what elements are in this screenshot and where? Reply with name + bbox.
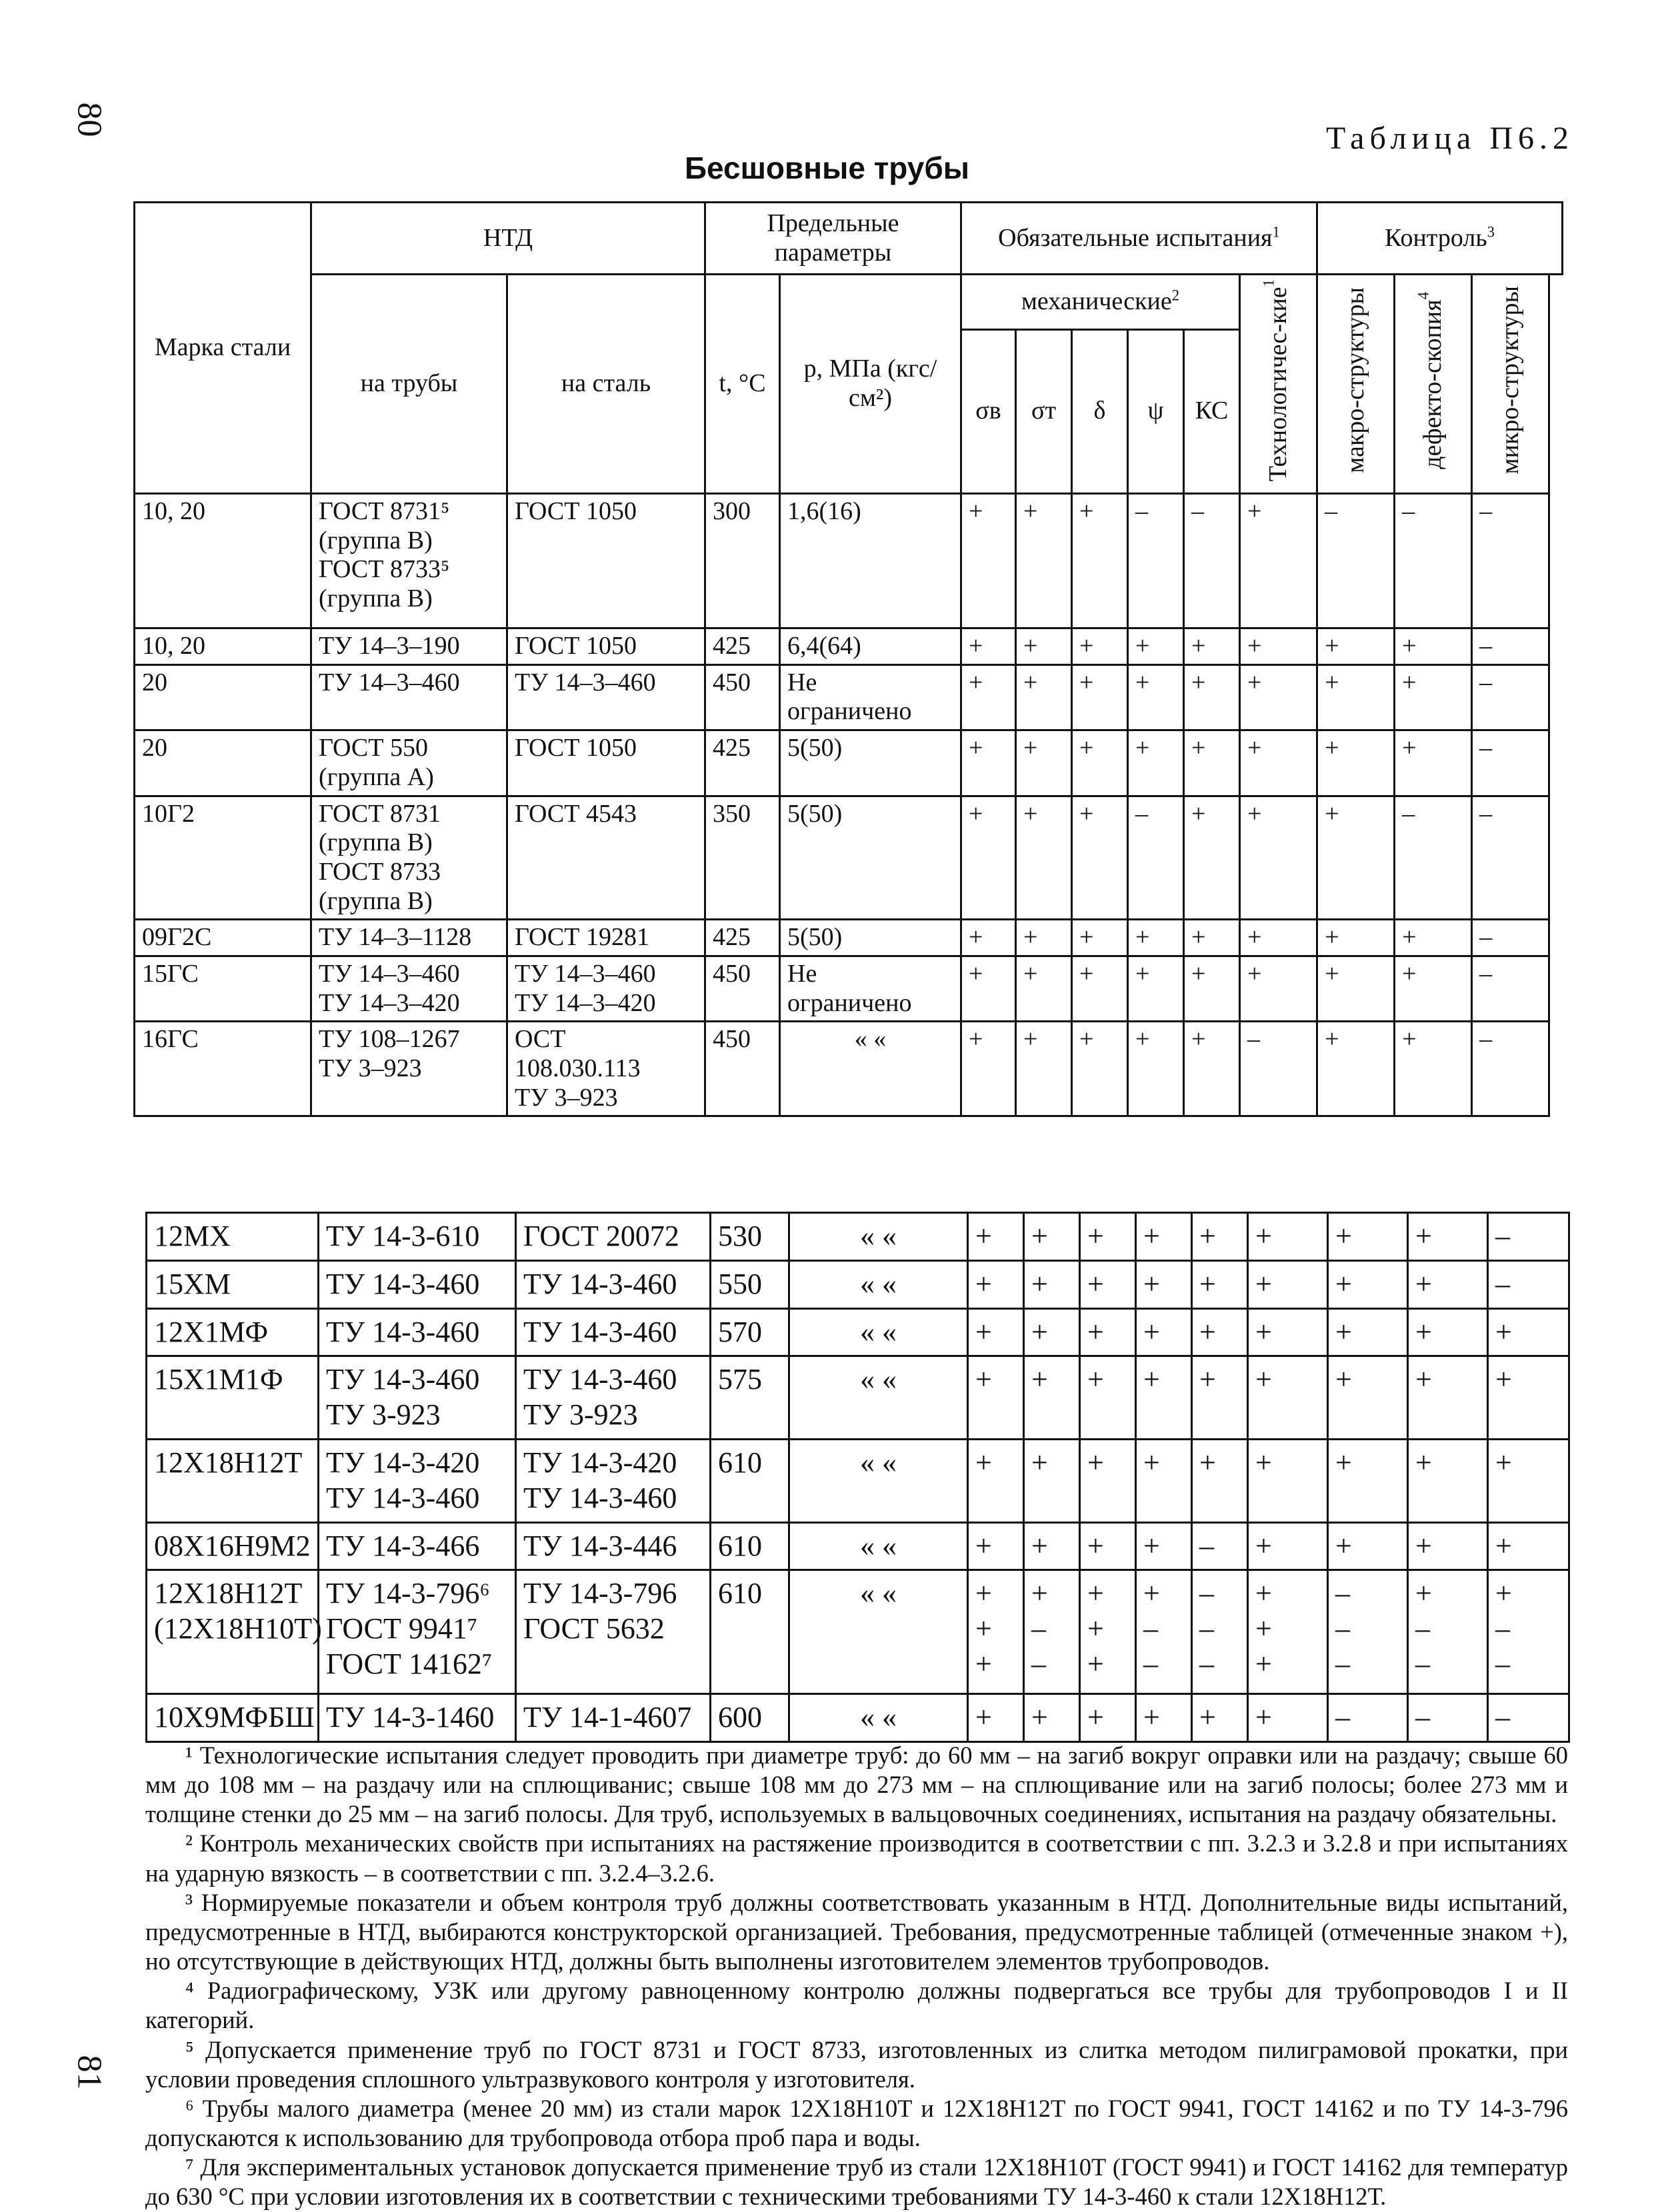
header-defectoscopy: дефекто-скопия$^4$: [1395, 275, 1472, 494]
cell-grade: 15Х1М1Ф: [147, 1356, 319, 1440]
cell-temperature: 600: [711, 1694, 789, 1742]
cell-test-mark: +: [1488, 1522, 1569, 1570]
cell-test-mark: +: [1184, 1022, 1240, 1116]
cell-test-mark: +: [968, 1694, 1024, 1742]
cell-ntd-pipes: ТУ 14-3-460: [319, 1308, 516, 1356]
cell-temperature: 575: [711, 1356, 789, 1440]
cell-test-mark: +: [1072, 664, 1128, 730]
header-macro: макро-структуры: [1317, 275, 1395, 494]
cell-ntd-pipes: ТУ 14-3-420 ТУ 14-3-460: [319, 1439, 516, 1522]
cell-test-mark: + – –: [1408, 1570, 1488, 1694]
cell-ntd-pipes: ТУ 14-3-1460: [319, 1694, 516, 1742]
cell-test-mark: +: [1136, 1356, 1192, 1440]
cell-ntd-steel: ТУ 14-3-460 ТУ 3-923: [516, 1356, 711, 1440]
seamless-pipes-table-bottom: [145, 1212, 1570, 1743]
cell-test-mark: +: [1024, 1694, 1080, 1742]
cell-test-mark: +: [1072, 796, 1128, 920]
cell-pressure: « «: [789, 1522, 968, 1570]
cell-test-mark: –: [1472, 796, 1549, 920]
cell-test-mark: +: [1024, 1522, 1080, 1570]
cell-test-mark: +: [1072, 730, 1128, 796]
cell-test-mark: +: [1240, 494, 1317, 628]
cell-test-mark: –: [1128, 494, 1184, 628]
cell-ntd-steel: ТУ 14-3-446: [516, 1522, 711, 1570]
header-for-steel: на сталь: [507, 275, 705, 494]
cell-test-mark: –: [1488, 1213, 1569, 1261]
cell-test-mark: –: [1488, 1694, 1569, 1742]
header-control: Контроль$^3$: [1317, 203, 1563, 275]
cell-grade: 10Х9МФБШ: [147, 1694, 319, 1742]
cell-test-mark: +: [1328, 1260, 1408, 1308]
header-mechanical: механические$^2$: [961, 275, 1240, 330]
table-label: Таблица П6.2: [1326, 121, 1574, 156]
table-row: [135, 494, 1563, 628]
header-temperature: t, °C: [705, 275, 780, 494]
cell-ntd-pipes: ТУ 14–3–190: [311, 628, 507, 665]
cell-test-mark: –: [1317, 494, 1395, 628]
cell-pressure: Не ограничено: [780, 956, 961, 1021]
cell-grade: 15ХМ: [147, 1260, 319, 1308]
table-row: [135, 664, 1563, 730]
cell-grade: 12Х1МФ: [147, 1308, 319, 1356]
cell-grade: 12Х18Н12Т (12Х18Н10Т): [147, 1570, 319, 1694]
cell-pressure: « «: [789, 1694, 968, 1742]
cell-temperature: 425: [705, 920, 780, 956]
cell-grade: 15ГС: [135, 956, 311, 1021]
cell-test-mark: +: [968, 1356, 1024, 1440]
cell-ntd-steel: ТУ 14–3–460 ТУ 14–3–420: [507, 956, 705, 1021]
cell-test-mark: +: [1080, 1213, 1136, 1261]
cell-temperature: 610: [711, 1522, 789, 1570]
header-mandatory-tests: Обязательные испытания$^1$: [961, 203, 1317, 275]
cell-test-mark: + + +: [1080, 1570, 1136, 1694]
cell-test-mark: –: [1472, 1022, 1549, 1116]
cell-test-mark: +: [961, 920, 1016, 956]
cell-pressure: 6,4(64): [780, 628, 961, 665]
footnote: ² Контроль механических свойств при испытаниях на растяжение производится в соответствии с пп. 3.2.3 и 3.2.8 и при испытаниях на ударную вязкость – в соответствии с пп. 3.2.4–3.2.6.: [145, 1829, 1568, 1887]
cell-test-mark: +: [1024, 1260, 1080, 1308]
cell-test-mark: –: [1395, 796, 1472, 920]
cell-test-mark: +: [968, 1439, 1024, 1522]
cell-test-mark: +: [1408, 1522, 1488, 1570]
cell-test-mark: +: [1016, 494, 1072, 628]
cell-temperature: 450: [705, 664, 780, 730]
cell-test-mark: +: [961, 1022, 1016, 1116]
cell-test-mark: +: [1136, 1308, 1192, 1356]
cell-ntd-steel: ТУ 14-1-4607: [516, 1694, 711, 1742]
cell-test-mark: +: [1024, 1213, 1080, 1261]
cell-pressure: 1,6(16): [780, 494, 961, 628]
cell-test-mark: –: [1184, 494, 1240, 628]
footnotes: [145, 1741, 1568, 2212]
cell-test-mark: +: [961, 956, 1016, 1021]
cell-test-mark: +: [1317, 1022, 1395, 1116]
cell-test-mark: –: [1472, 628, 1549, 665]
table-row: [147, 1570, 1569, 1694]
cell-pressure: « «: [789, 1260, 968, 1308]
table-row: [135, 1022, 1563, 1116]
header-sigma-b: σв: [961, 329, 1016, 493]
cell-test-mark: +: [1240, 920, 1317, 956]
cell-test-mark: +: [1192, 1260, 1248, 1308]
cell-pressure: 5(50): [780, 920, 961, 956]
cell-test-mark: +: [1024, 1308, 1080, 1356]
cell-test-mark: +: [1328, 1213, 1408, 1261]
cell-test-mark: –: [1408, 1694, 1488, 1742]
cell-test-mark: –: [1395, 494, 1472, 628]
cell-temperature: 550: [711, 1260, 789, 1308]
cell-pressure: « «: [789, 1570, 968, 1694]
cell-test-mark: +: [1080, 1260, 1136, 1308]
table-row: [147, 1522, 1569, 1570]
cell-temperature: 450: [705, 956, 780, 1021]
cell-test-mark: –: [1328, 1694, 1408, 1742]
cell-test-mark: +: [1136, 1439, 1192, 1522]
table-top-body: [135, 494, 1563, 1116]
footnote: ³ Нормируемые показатели и объем контроля труб должны соответствовать указанным в НТД. Дополнительные виды испытаний, предусмотренные в НТД, выбираются конструкторской организацией. Требования, предусмотренные таблицей (отмеченные знаком +), но отсутствующие в действующих НТД, должны быть выполнены изготовителем элементов трубопроводов.: [145, 1888, 1568, 1975]
cell-ntd-pipes: ТУ 14-3-466: [319, 1522, 516, 1570]
footnote: ⁴ Радиографическому, УЗК или другому равноценному контролю должны подвергаться все трубы для трубопроводов I и II категорий.: [145, 1977, 1568, 2034]
cell-test-mark: +: [1192, 1694, 1248, 1742]
page-number-bottom: 81: [70, 2055, 109, 2090]
cell-test-mark: +: [968, 1213, 1024, 1261]
cell-test-mark: +: [1248, 1694, 1328, 1742]
cell-test-mark: –: [1472, 920, 1549, 956]
cell-test-mark: +: [1024, 1356, 1080, 1440]
cell-grade: 09Г2С: [135, 920, 311, 956]
cell-test-mark: +: [1395, 956, 1472, 1021]
cell-test-mark: +: [1408, 1260, 1488, 1308]
cell-test-mark: +: [961, 730, 1016, 796]
cell-test-mark: +: [1328, 1308, 1408, 1356]
cell-pressure: « «: [789, 1439, 968, 1522]
table-row: [147, 1308, 1569, 1356]
cell-test-mark: +: [1240, 956, 1317, 1021]
cell-test-mark: +: [1024, 1439, 1080, 1522]
cell-ntd-pipes: ГОСТ 8731 (группа В) ГОСТ 8733 (группа В): [311, 796, 507, 920]
cell-ntd-steel: ГОСТ 1050: [507, 494, 705, 628]
cell-test-mark: +: [1240, 628, 1317, 665]
cell-test-mark: +: [1248, 1522, 1328, 1570]
cell-test-mark: +: [1128, 664, 1184, 730]
cell-test-mark: +: [1192, 1308, 1248, 1356]
cell-test-mark: +: [1408, 1213, 1488, 1261]
cell-test-mark: +: [1192, 1356, 1248, 1440]
cell-temperature: 450: [705, 1022, 780, 1116]
footnote: ¹ Технологические испытания следует проводить при диаметре труб: до 60 мм – на загиб вокруг оправки или на раздачу; свыше 60 мм до 108 мм – на раздачу или на сплющиванис; свыше 108 мм до 273 мм – на сплющивание или на загиб полосы; более 273 мм и толщине стенки до 25 мм – на загиб полосы. Для труб, используемых в вальцовочных соединениях, испытания на раздачу обязательны.: [145, 1741, 1568, 1828]
cell-test-mark: +: [1184, 956, 1240, 1021]
header-technological: Технологичес-кие$^1$: [1240, 275, 1317, 494]
cell-test-mark: +: [1136, 1213, 1192, 1261]
cell-grade: 10Г2: [135, 796, 311, 920]
cell-test-mark: +: [1488, 1308, 1569, 1356]
cell-test-mark: +: [1016, 956, 1072, 1021]
cell-test-mark: +: [1184, 664, 1240, 730]
cell-pressure: « «: [789, 1308, 968, 1356]
cell-ntd-pipes: ТУ 14-3-460: [319, 1260, 516, 1308]
table-row: [147, 1213, 1569, 1261]
cell-grade: 10, 20: [135, 628, 311, 665]
cell-test-mark: +: [968, 1308, 1024, 1356]
cell-test-mark: +: [1128, 628, 1184, 665]
cell-test-mark: + + +: [1248, 1570, 1328, 1694]
cell-test-mark: +: [1395, 730, 1472, 796]
cell-test-mark: +: [1317, 730, 1395, 796]
cell-temperature: 570: [711, 1308, 789, 1356]
page-number-top: 80: [70, 102, 109, 137]
cell-test-mark: +: [1184, 796, 1240, 920]
cell-ntd-pipes: ТУ 14-3-460 ТУ 3-923: [319, 1356, 516, 1440]
cell-test-mark: +: [1016, 1022, 1072, 1116]
cell-test-mark: +: [1080, 1522, 1136, 1570]
footnote: ⁶ Трубы малого диаметра (менее 20 мм) из стали марок 12Х18Н10Т и 12Х18Н12Т по ГОСТ 9941, ГОСТ 14162 и по ТУ 14-3-796 допускаются к использованию для трубопровода отбора проб пара и воды.: [145, 2094, 1568, 2152]
cell-test-mark: +: [1184, 730, 1240, 796]
cell-grade: 08Х16Н9М2: [147, 1522, 319, 1570]
cell-test-mark: +: [968, 1260, 1024, 1308]
cell-temperature: 425: [705, 628, 780, 665]
table-row: [135, 796, 1563, 920]
cell-ntd-pipes: ТУ 14-3-796⁶ ГОСТ 9941⁷ ГОСТ 14162⁷: [319, 1570, 516, 1694]
cell-test-mark: +: [1395, 1022, 1472, 1116]
cell-test-mark: +: [1072, 628, 1128, 665]
cell-test-mark: +: [1072, 920, 1128, 956]
header-sigma-t: σт: [1016, 329, 1072, 493]
cell-test-mark: +: [1016, 730, 1072, 796]
table-row: [135, 628, 1563, 665]
cell-test-mark: –: [1192, 1522, 1248, 1570]
cell-test-mark: –: [1240, 1022, 1317, 1116]
cell-test-mark: +: [1317, 796, 1395, 920]
cell-test-mark: +: [1240, 796, 1317, 920]
cell-test-mark: +: [961, 796, 1016, 920]
table-title: Бесшовные трубы: [684, 151, 970, 185]
cell-ntd-steel: ГОСТ 20072: [516, 1213, 711, 1261]
cell-test-mark: +: [1136, 1694, 1192, 1742]
cell-test-mark: +: [1248, 1260, 1328, 1308]
cell-test-mark: + + +: [968, 1570, 1024, 1694]
cell-test-mark: +: [1248, 1213, 1328, 1261]
header-micro: микро-структуры: [1472, 275, 1549, 494]
cell-test-mark: +: [1317, 628, 1395, 665]
cell-test-mark: +: [1128, 1022, 1184, 1116]
cell-grade: 12МХ: [147, 1213, 319, 1261]
footnote: ⁷ Для экспериментальных установок допускается применение труб из стали 12Х18Н10Т (ГОСТ 9941) и ГОСТ 14162 для температур до 630 °С при условии изготовления их в соответствии с техническими требованиями ТУ 14-3-460 к стали 12Х18Н12Т.: [145, 2153, 1568, 2211]
cell-test-mark: +: [1016, 628, 1072, 665]
cell-temperature: 610: [711, 1570, 789, 1694]
cell-ntd-steel: ГОСТ 4543: [507, 796, 705, 920]
cell-temperature: 300: [705, 494, 780, 628]
cell-pressure: « «: [789, 1213, 968, 1261]
cell-test-mark: +: [1408, 1308, 1488, 1356]
cell-test-mark: +: [1072, 494, 1128, 628]
cell-ntd-pipes: ГОСТ 8731⁵ (группа В) ГОСТ 8733⁵ (группа В): [311, 494, 507, 628]
header-limits: Предельные параметры: [705, 203, 961, 275]
cell-pressure: 5(50): [780, 796, 961, 920]
cell-ntd-pipes: ТУ 14–3–460 ТУ 14–3–420: [311, 956, 507, 1021]
cell-ntd-steel: ГОСТ 1050: [507, 730, 705, 796]
table-row: [135, 730, 1563, 796]
header-for-pipes: на трубы: [311, 275, 507, 494]
header-delta: δ: [1072, 329, 1128, 493]
cell-test-mark: +: [1072, 956, 1128, 1021]
header-pressure: p, МПа (кгс/см²): [780, 275, 961, 494]
cell-test-mark: –: [1472, 664, 1549, 730]
cell-test-mark: +: [1016, 796, 1072, 920]
header-ntd: НТД: [311, 203, 705, 275]
header-grade: Марка стали: [135, 203, 311, 494]
cell-ntd-steel: ТУ 14-3-420 ТУ 14-3-460: [516, 1439, 711, 1522]
cell-test-mark: +: [961, 628, 1016, 665]
cell-test-mark: +: [1184, 920, 1240, 956]
cell-test-mark: +: [1328, 1439, 1408, 1522]
cell-test-mark: +: [1317, 920, 1395, 956]
cell-test-mark: +: [1072, 1022, 1128, 1116]
cell-test-mark: –: [1472, 956, 1549, 1021]
cell-test-mark: +: [1192, 1439, 1248, 1522]
header-ks: КС: [1184, 329, 1240, 493]
cell-test-mark: +: [1192, 1213, 1248, 1261]
cell-test-mark: +: [1240, 664, 1317, 730]
table-row: [147, 1260, 1569, 1308]
cell-test-mark: +: [1248, 1356, 1328, 1440]
cell-grade: 20: [135, 730, 311, 796]
cell-test-mark: –: [1128, 796, 1184, 920]
cell-test-mark: +: [961, 494, 1016, 628]
cell-grade: 20: [135, 664, 311, 730]
cell-ntd-steel: ТУ 14–3–460: [507, 664, 705, 730]
table-row: [135, 920, 1563, 956]
cell-grade: 16ГС: [135, 1022, 311, 1116]
cell-test-mark: –: [1488, 1260, 1569, 1308]
cell-ntd-steel: ГОСТ 1050: [507, 628, 705, 665]
cell-test-mark: – – –: [1328, 1570, 1408, 1694]
cell-ntd-pipes: ТУ 14–3–460: [311, 664, 507, 730]
cell-pressure: « «: [789, 1356, 968, 1440]
cell-test-mark: + – –: [1136, 1570, 1192, 1694]
cell-test-mark: + – –: [1488, 1570, 1569, 1694]
cell-test-mark: +: [1488, 1439, 1569, 1522]
table-row: [147, 1439, 1569, 1522]
cell-test-mark: +: [1317, 664, 1395, 730]
cell-test-mark: +: [1128, 956, 1184, 1021]
header-psi: ψ: [1128, 329, 1184, 493]
cell-test-mark: +: [1128, 730, 1184, 796]
cell-test-mark: –: [1472, 494, 1549, 628]
cell-ntd-steel: ГОСТ 19281: [507, 920, 705, 956]
table-bottom-body: [147, 1213, 1569, 1742]
cell-test-mark: +: [1080, 1694, 1136, 1742]
cell-temperature: 610: [711, 1439, 789, 1522]
cell-test-mark: +: [1328, 1356, 1408, 1440]
footnote: ⁵ Допускается применение труб по ГОСТ 8731 и ГОСТ 8733, изготовленных из слитка методом пилиграмовой прокатки, при условии проведения сплошного ультразвукового контроля у изготовителя.: [145, 2035, 1568, 2093]
cell-test-mark: –: [1472, 730, 1549, 796]
cell-test-mark: +: [961, 664, 1016, 730]
cell-ntd-steel: ОСТ 108.030.113 ТУ 3–923: [507, 1022, 705, 1116]
cell-grade: 12Х18Н12Т: [147, 1439, 319, 1522]
cell-test-mark: +: [1395, 628, 1472, 665]
cell-test-mark: +: [1016, 664, 1072, 730]
cell-temperature: 350: [705, 796, 780, 920]
cell-ntd-pipes: ГОСТ 550 (группа А): [311, 730, 507, 796]
seamless-pipes-table-top: [133, 201, 1563, 1117]
cell-test-mark: +: [1408, 1356, 1488, 1440]
cell-test-mark: +: [1317, 956, 1395, 1021]
cell-test-mark: +: [1328, 1522, 1408, 1570]
cell-test-mark: +: [1248, 1308, 1328, 1356]
cell-test-mark: +: [1128, 920, 1184, 956]
table-row: [147, 1356, 1569, 1440]
cell-test-mark: +: [1136, 1522, 1192, 1570]
cell-test-mark: +: [968, 1522, 1024, 1570]
cell-test-mark: +: [1016, 920, 1072, 956]
cell-ntd-steel: ТУ 14-3-460: [516, 1260, 711, 1308]
cell-test-mark: +: [1408, 1439, 1488, 1522]
cell-test-mark: +: [1184, 628, 1240, 665]
table-row: [135, 956, 1563, 1021]
cell-pressure: Не ограничено: [780, 664, 961, 730]
cell-test-mark: +: [1395, 920, 1472, 956]
cell-ntd-pipes: ТУ 14–3–1128: [311, 920, 507, 956]
cell-pressure: 5(50): [780, 730, 961, 796]
cell-test-mark: +: [1248, 1439, 1328, 1522]
cell-temperature: 425: [705, 730, 780, 796]
cell-test-mark: +: [1136, 1260, 1192, 1308]
cell-ntd-pipes: ТУ 108–1267 ТУ 3–923: [311, 1022, 507, 1116]
table-row: [147, 1694, 1569, 1742]
cell-grade: 10, 20: [135, 494, 311, 628]
cell-test-mark: +: [1488, 1356, 1569, 1440]
cell-temperature: 530: [711, 1213, 789, 1261]
cell-ntd-pipes: ТУ 14-3-610: [319, 1213, 516, 1261]
cell-test-mark: – – –: [1192, 1570, 1248, 1694]
cell-ntd-steel: ТУ 14-3-460: [516, 1308, 711, 1356]
cell-test-mark: +: [1080, 1439, 1136, 1522]
cell-pressure: « «: [780, 1022, 961, 1116]
cell-test-mark: +: [1240, 730, 1317, 796]
cell-test-mark: +: [1080, 1356, 1136, 1440]
cell-test-mark: + – –: [1024, 1570, 1080, 1694]
cell-test-mark: +: [1080, 1308, 1136, 1356]
cell-ntd-steel: ТУ 14-3-796 ГОСТ 5632: [516, 1570, 711, 1694]
cell-test-mark: +: [1395, 664, 1472, 730]
